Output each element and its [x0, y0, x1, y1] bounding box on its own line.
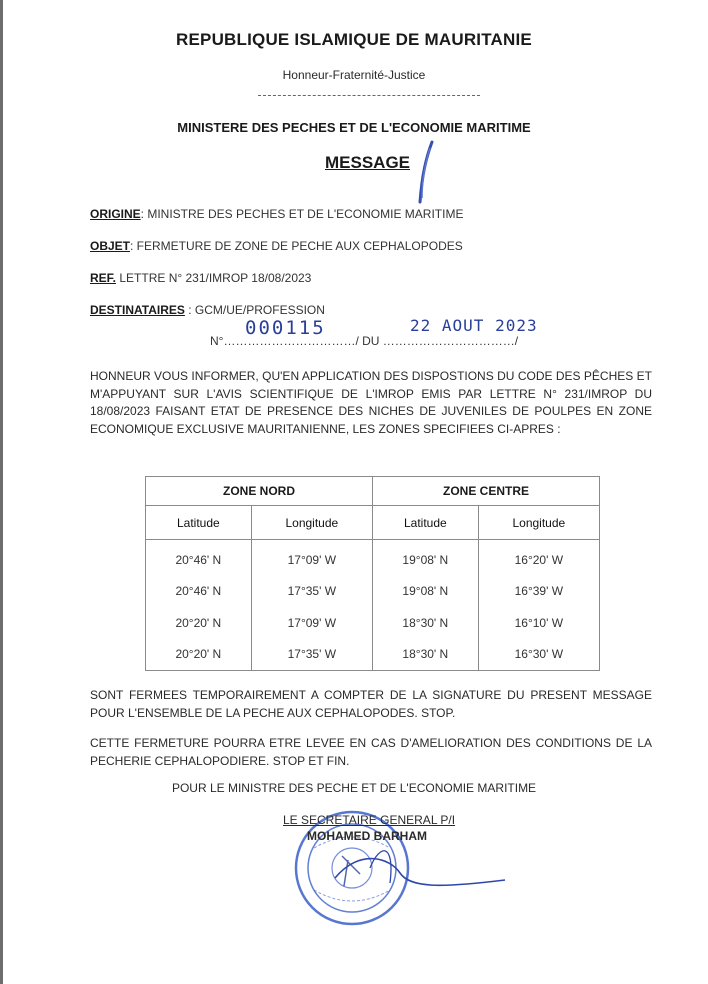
objet-label: OBJET — [90, 239, 131, 253]
signatory-role: LE SECRETAIRE GENERAL P/I — [283, 813, 456, 827]
centre-lat-cell: 18°30' N — [372, 638, 478, 670]
centre-lon-cell: 16°10' W — [478, 607, 599, 638]
nord-lon-cell: 17°09' W — [251, 539, 372, 575]
national-motto: Honneur-Fraternité-Justice — [282, 68, 426, 82]
centre-lat-cell: 18°30' N — [372, 607, 478, 638]
header-divider — [258, 95, 480, 96]
zone-nord-header: ZONE NORD — [146, 477, 373, 506]
ministry-title: MINISTERE DES PECHES ET DE L'ECONOMIE MARITIME — [177, 120, 531, 135]
destinataires-line — [90, 303, 325, 317]
stamped-date: 22 AOUT 2023 — [410, 316, 538, 335]
republic-title: REPUBLIQUE ISLAMIQUE DE MAURITANIE — [176, 30, 532, 49]
signature-stroke-icon — [330, 838, 510, 898]
ref-label: REF. — [90, 271, 117, 285]
destinataires-value: : GCM/UE/PROFESSION — [188, 303, 325, 317]
nord-longitude-header: Longitude — [251, 506, 372, 540]
centre-lat-cell: 19°08' N — [372, 576, 478, 607]
closure-paragraph: SONT FERMEES TEMPORAIREMENT A COMPTER DE LA SIGNATURE DU PRESENT MESSAGE POUR L'ENSEMBLE DE LA PECHE AUX CEPHALOPODES. STOP. — [90, 688, 652, 720]
stamped-number: 000115 — [245, 317, 326, 339]
zones-table — [145, 476, 600, 671]
ink-mark-icon — [410, 140, 440, 205]
nord-lat-cell: 20°20' N — [146, 638, 252, 670]
lifting-paragraph: CETTE FERMETURE POURRA ETRE LEVEE EN CAS D'AMELIORATION DES CONDITIONS DE LA PECHERIE CEPHALOPODIERE. STOP ET FIN. — [90, 736, 652, 768]
table-row — [146, 607, 600, 638]
nord-lon-cell: 17°35' W — [251, 638, 372, 670]
nord-lat-cell: 20°46' N — [146, 539, 252, 575]
nord-lon-cell: 17°09' W — [251, 607, 372, 638]
centre-lon-cell: 16°39' W — [478, 576, 599, 607]
document-type: MESSAGE — [325, 153, 411, 172]
number-date-line: N°……………………………/ DU ……………………………/ — [210, 334, 519, 348]
nord-latitude-header: Latitude — [146, 506, 252, 540]
coordinate-header-row — [146, 506, 600, 540]
zone-header-row — [146, 477, 600, 506]
ref-line — [90, 271, 311, 285]
nord-lon-cell: 17°35' W — [251, 576, 372, 607]
objet-line — [90, 239, 463, 253]
scan-left-edge — [0, 0, 3, 984]
nord-lat-cell: 20°20' N — [146, 607, 252, 638]
for-minister-line: POUR LE MINISTRE DES PECHE ET DE L'ECONOMIE MARITIME — [171, 781, 537, 795]
table-row — [146, 539, 600, 575]
origine-value: : MINISTRE DES PECHES ET DE L'ECONOMIE MARITIME — [140, 207, 464, 221]
table-row — [146, 638, 600, 670]
centre-longitude-header: Longitude — [478, 506, 599, 540]
centre-lon-cell: 16°30' W — [478, 638, 599, 670]
centre-lon-cell: 16°20' W — [478, 539, 599, 575]
objet-value: : FERMETURE DE ZONE DE PECHE AUX CEPHALOPODES — [130, 239, 463, 253]
origine-line — [90, 207, 463, 221]
zone-centre-header: ZONE CENTRE — [372, 477, 599, 506]
nord-lat-cell: 20°46' N — [146, 576, 252, 607]
centre-lat-cell: 19°08' N — [372, 539, 478, 575]
signatory-name: MOHAMED BARHAM — [307, 829, 427, 843]
destinataires-label: DESTINATAIRES — [90, 303, 185, 317]
origine-label: ORIGINE — [90, 207, 141, 221]
table-row — [146, 576, 600, 607]
intro-paragraph: HONNEUR VOUS INFORMER, QU'EN APPLICATION DES DISPOSTIONS DU CODE DES PÊCHES ET M'APPUYANT SUR L'AVIS SCIENTIFIQUE DE L'IMROP EMIS PAR LETTRE N° 231/IMROP DU 18/08/2023 FAISANT ETAT DE PRESENCE DES NICHES DE JUVENILES DE POULPES EN ZONE ECONOMIQUE EXCLUSIVE MAURITANIENNE, LES ZONES SPECIFIEES CI-APRES : — [90, 369, 652, 436]
centre-latitude-header: Latitude — [372, 506, 478, 540]
ref-value: LETTRE N° 231/IMROP 18/08/2023 — [116, 271, 312, 285]
